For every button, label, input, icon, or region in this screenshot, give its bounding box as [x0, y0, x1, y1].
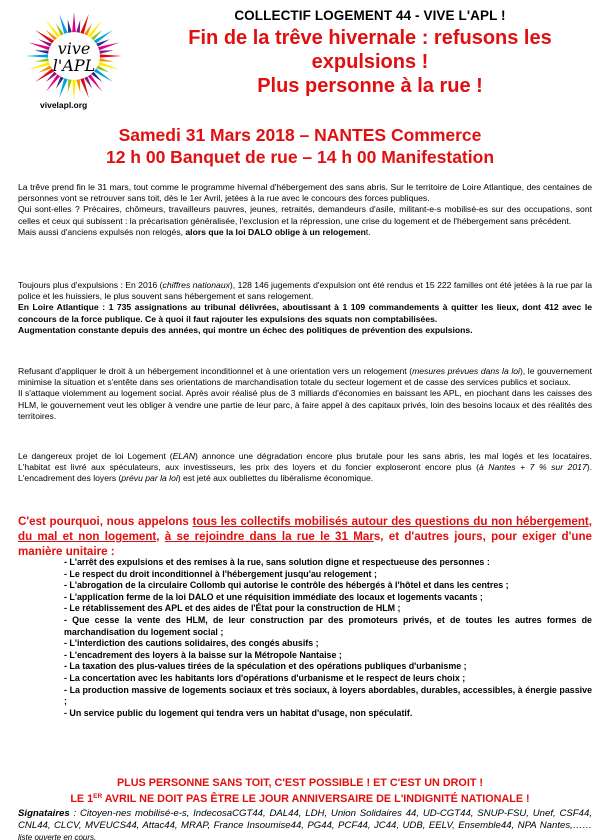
headline-line-3: Plus personne à la rue !	[257, 75, 483, 97]
logo-ray	[34, 50, 48, 54]
intro-question: Qui sont-elles ? Précaires, chômeurs, travailleurs pauvres, jeunes, retraités, demandeurs d'asile, militant-e-s mobilisé-es sur des occupations, sont celles et ceux qui subissent : la précarisation généralisée, l'exclusion et la répression, une crise du logement et de l'hébergement sans précédent.	[18, 204, 592, 226]
expulsions-loire: En Loire Atlantique : 1 735 assignations au tribunal délivrées, aboutissant à 1 109 commandements à quitter les lieux, dont 412 avec le concours de la force publique. Ce à quoi il faut rajouter les expulsions des squats non comptabilisées.	[18, 302, 592, 324]
collective-name: COLLECTIF LOGEMENT 44 - VIVE L'APL !	[234, 8, 506, 23]
logo-ray	[35, 69, 54, 82]
demand-item: - Que cesse la vente des HLM, de leur construction par des promoteurs privés, et de toutes les autres formes de marchandisation du logement social ;	[64, 615, 592, 638]
demand-item: - L'arrêt des expulsions et des remises à la rue, sans solution digne et respectueuse des personnes :	[64, 557, 592, 569]
demand-item: - Le respect du droit inconditionnel à l'hébergement jusqu'au relogement ;	[64, 569, 592, 581]
logo-ray	[99, 50, 113, 54]
demand-item: - L'encadrement des loyers à la baisse sur la Métropole Nantaise ;	[64, 650, 592, 662]
logo-ray	[68, 20, 72, 33]
headline	[150, 26, 590, 98]
signatories-list: : Citoyen-nes mobilisé-e-s, IndecosaCGT44, DAL44, LDH, Union Solidaires 44, UD-CGT44, SNUP-FSU, Unef, CSF44, CNL44, CLCV, MVEUCS44, Attac44, MRAP, France Insoumise44, PG44, PCF44, JC44, UDB, EELV, Ensemble44, NPA Nantes,……	[18, 808, 592, 831]
logo-ray	[76, 79, 80, 92]
signatories	[18, 808, 592, 840]
demand-item: - L'interdiction des cautions solidaires, des congés abusifs ;	[64, 638, 592, 650]
logo-text-vive: vive	[57, 39, 91, 58]
closing-line-1: PLUS PERSONNE SANS TOIT, C'EST POSSIBLE ! ET C'EST UN DROIT !	[116, 777, 484, 789]
starburst-logo-icon	[14, 8, 134, 104]
demand-item: - La taxation des plus-values tirées de la spéculation et des opérations publiques d'urbanisme ;	[64, 661, 592, 673]
logo-ray	[35, 30, 54, 43]
government-social-housing: Il s'attaque violemment au logement social. Après avoir réalisé plus de 3 milliards d'économies en baissant les APL, en piochant dans les caisses des HLM, le gouvernement veut les obliger à vendre une partie de leur parc, à faire appel à des capitaux privés, loin des besoins locaux et des réalités des territoires.	[18, 388, 592, 421]
demand-item: - La concertation avec les habitants lors d'opérations d'urbanisme et le respect de leurs choix ;	[64, 673, 592, 685]
logo-ray	[94, 69, 113, 82]
signatories-label: Signataires	[18, 808, 70, 819]
intro-also: Mais aussi d'anciens expulsés non relogés, alors que la loi DALO oblige à un relogement.	[18, 226, 371, 237]
logo-ray	[99, 58, 113, 62]
paragraph-intro	[18, 182, 592, 238]
logo-ray	[26, 54, 48, 57]
expulsions-increase: Augmentation constante depuis des années, qui montre un échec des politiques de prévention des expulsions.	[18, 324, 473, 335]
elan-text: Le dangereux projet de loi Logement (ELAN) annonce une dégradation encore plus brutale pour les sans abris, les mal logés et les locataires. L'habitat est livré aux spéculateurs, aux investisseurs, les prix des loyers et du foncier exploseront encore plus (à Nantes + 7 % sur 2017). L'encadrement des loyers (prévu par la loi) est jeté aux oubliettes du libéralisme économique.	[18, 451, 592, 484]
logo-ray	[72, 12, 76, 32]
event-date: Samedi 31 Mars 2018 – NANTES Commerce	[118, 125, 482, 145]
header	[150, 8, 590, 98]
call-to-action: C'est pourquoi, nous appelons tous les collectifs mobilisés autour des questions du non hébergement, du mal et non logement, à se rejoindre dans la rue le 31 Mars, et d'autres jours, pour exiger d'une manière unitaire :	[18, 515, 592, 558]
logo-ray	[94, 30, 113, 43]
event-info	[0, 124, 600, 168]
closing-line-2: LE 1ER AVRIL NE DOIT PAS ÊTRE LE JOUR ANNIVERSAIRE DE L'INDIGNITÉ NATIONALE !	[70, 793, 530, 805]
intro-text: La trêve prend fin le 31 mars, tout comme le programme hivernal d'hébergement des sans abris. Sur le territoire de Loire Atlantique, des centaines de personnes vont se retrouver sans toit, dès le 1er Avril, jetées à la rue avec le concours des forces publiques.	[18, 182, 592, 204]
logo-ray	[46, 20, 60, 37]
vive-lapl-logo	[14, 8, 134, 104]
paragraph-elan	[18, 451, 592, 485]
logo-url: vivelapl.org	[40, 100, 88, 110]
demand-item: - Un service public du logement qui tendra vers un habitat d'usage, non spéculatif.	[64, 708, 592, 720]
logo-ray	[46, 74, 60, 91]
signatories-note: liste ouverte en cours.	[18, 833, 97, 840]
closing-slogan	[0, 776, 600, 806]
headline-line-2: expulsions !	[311, 51, 429, 73]
paragraph-government	[18, 366, 592, 422]
logo-ray	[68, 79, 72, 92]
demand-item: - L'abrogation de la circulaire Collomb qui autorise le contrôle des hébergés à l'hôtel et dans les centres ;	[64, 580, 592, 592]
logo-ray	[34, 58, 48, 62]
demand-item: - Le rétablissement des APL et des aides de l'État pour la construction de HLM ;	[64, 603, 592, 615]
demands-list	[64, 557, 592, 719]
logo-ray	[100, 54, 122, 57]
government-refusal: Refusant d'appliquer le droit à un hébergement inconditionnel et à une orientation vers un relogement (mesures prévues dans la loi), le gouvernement minimise la situation et s'entête dans ses orientations de marchandisation totale du secteur logement et de casse des services publics et sociaux.	[18, 366, 593, 388]
headline-line-1: Fin de la trêve hivernale : refusons les	[188, 27, 552, 49]
logo-ray	[76, 20, 80, 33]
demand-item: - La production massive de logements sociaux et très sociaux, à loyers abordables, durables, accessibles, à énergie passive ;	[64, 685, 592, 708]
logo-text-apl: l'APL	[52, 56, 96, 75]
logo-ray	[88, 20, 102, 37]
demand-item: - L'application ferme de la loi DALO et une réquisition immédiate des locaux et logements vacants ;	[64, 592, 592, 604]
logo-ray	[88, 74, 102, 91]
event-schedule: 12 h 00 Banquet de rue – 14 h 00 Manifestation	[105, 147, 495, 167]
expulsions-national: Toujours plus d'expulsions : En 2016 (chiffres nationaux), 128 146 jugements d'expulsion ont été rendus et 15 222 familles ont été jetées à la rue par la police et les huissiers, le plus souvent sans hébergement et sans relogement.	[18, 280, 592, 302]
logo-ray	[72, 80, 76, 100]
paragraph-expulsions	[18, 280, 592, 336]
